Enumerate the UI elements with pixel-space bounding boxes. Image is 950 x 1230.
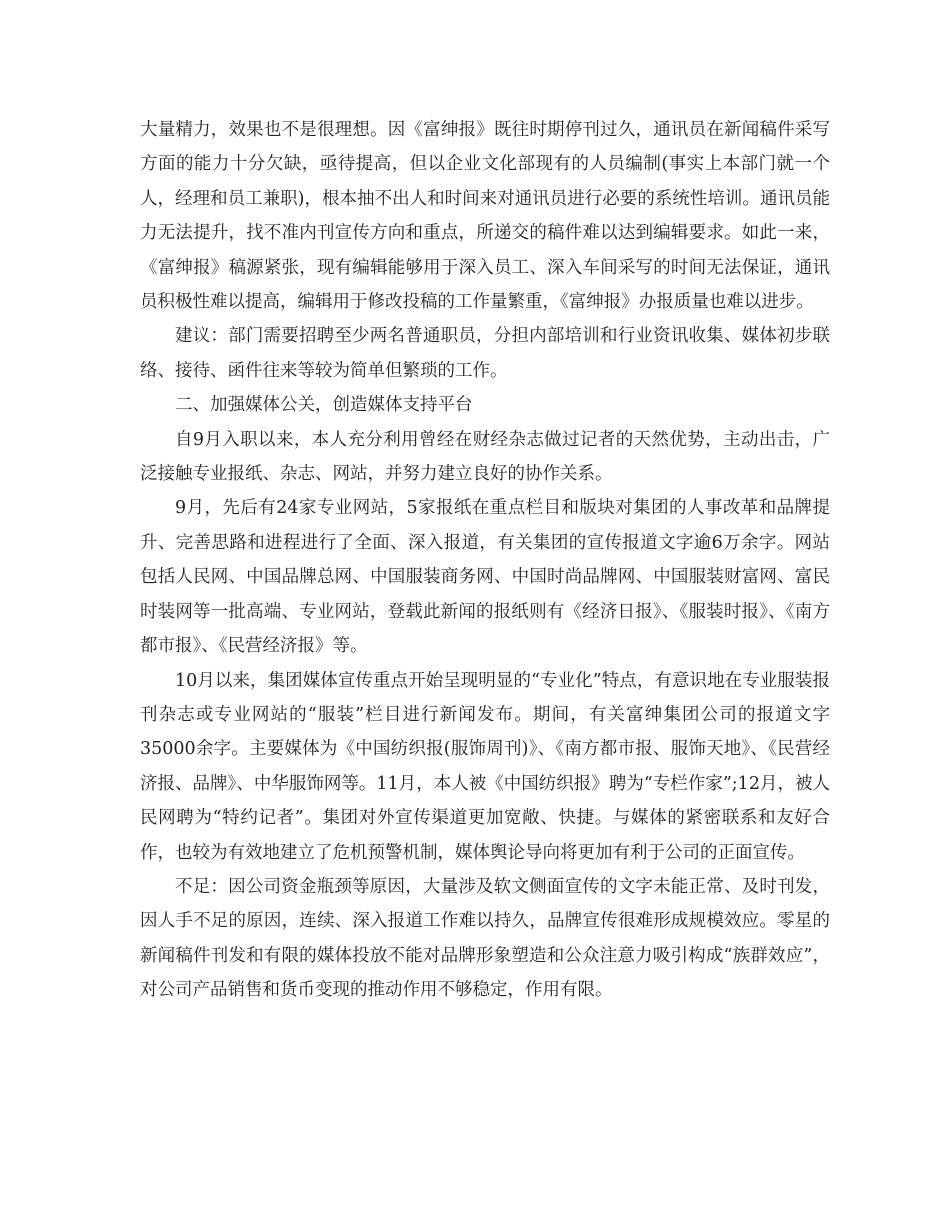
paragraph-suggestion: 建议：部门需要招聘至少两名普通职员，分担内部培训和行业资讯收集、媒体初步联络、接待、函件往来等较为简单但繁琐的工作。 [140, 326, 830, 381]
paragraph-shortcomings: 不足：因公司资金瓶颈等原因，大量涉及软文侧面宣传的文字未能正常、及时刊发，因人手不足的原因，连续、深入报道工作难以持久，品牌宣传很难形成规模效应。零星的新闻稿件刊发和有限的媒体投放不能对品牌形象塑造和公众注意力吸引构成“族群效应”，对公司产品销售和货币变现的推动作用不够稳定，作用有限。 [140, 876, 830, 1001]
paragraph-september: 9月，先后有24家专业网站，5家报纸在重点栏目和版块对集团的人事改革和品牌提升、完善思路和进程进行了全面、深入报道，有关集团的宣传报道文字逾6万余字。网站包括人民网、中国品牌总网、中国服装商务网、中国时尚品牌网、中国服装财富网、富民时装网等一批高端、专业网站，登载此新闻的报纸则有《经济日报》、《服装时报》、《南方都市报》、《民营经济报》等。 [140, 498, 830, 657]
paragraph-october: 10月以来，集团媒体宣传重点开始呈现明显的“专业化”特点，有意识地在专业服装报刊杂志或专业网站的“服装”栏目进行新闻发布。期间，有关富绅集团公司的报道文字35000余字。主要媒体为《中国纺织报(服饰周刊)》、《南方都市报、服饰天地》、《民营经济报、品牌》、中华服饰网等。11月，本人被《中国纺织报》聘为“专栏作家”;12月，被人民网聘为“特约记者”。集团对外宣传渠道更加宽敞、快捷。与媒体的紧密联系和友好合作，也较为有效地建立了危机预警机制，媒体舆论导向将更加有利于公司的正面宣传。 [140, 670, 830, 863]
document-body [140, 113, 830, 1008]
paragraph-continuation: 大量精力，效果也不是很理想。因《富绅报》既往时期停刊过久，通讯员在新闻稿件采写方面的能力十分欠缺，亟待提高，但以企业文化部现有的人员编制(事实上本部门就一个人，经理和员工兼职)，根本抽不出人和时间来对通讯员进行必要的系统性培训。通讯员能力无法提升，找不准内刊宣传方向和重点，所递交的稿件难以达到编辑要求。如此一来，《富绅报》稿源紧张，现有编辑能够用于深入员工、深入车间采写的时间无法保证，通讯员积极性难以提高，编辑用于修改投稿的工作量繁重，《富绅报》办报质量也难以进步。 [140, 120, 830, 313]
paragraph-intro: 自9月入职以来，本人充分利用曾经在财经杂志做过记者的天然优势，主动出击，广泛接触专业报纸、杂志、网站，并努力建立良好的协作关系。 [140, 429, 830, 485]
section-heading: 二、加强媒体公关，创造媒体支持平台 [175, 395, 473, 416]
